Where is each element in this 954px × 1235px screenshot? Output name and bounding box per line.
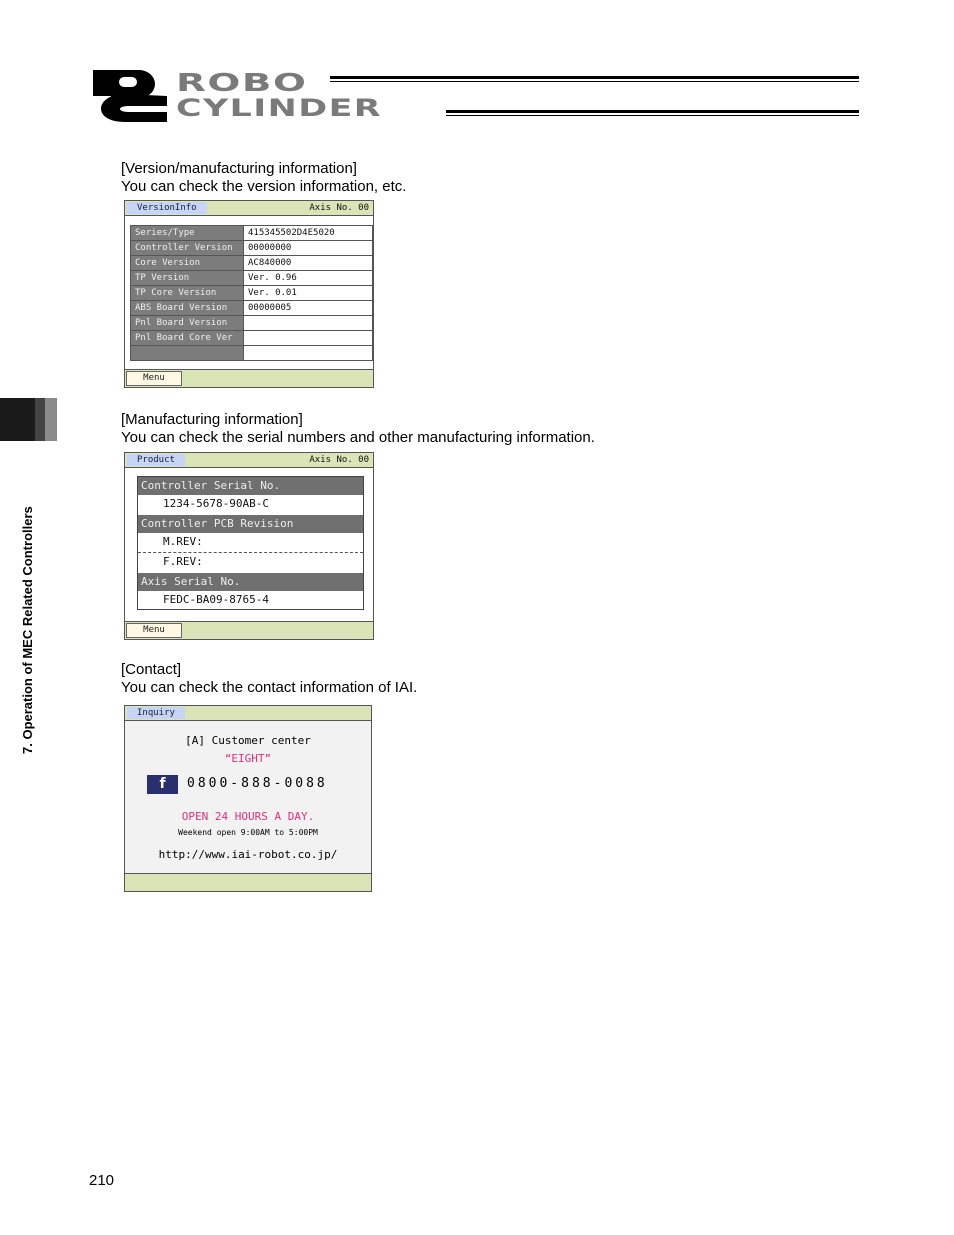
table-row: [131, 256, 373, 271]
menu-button[interactable]: Menu: [126, 623, 182, 638]
table-row: [131, 301, 373, 316]
version-section-title: [Version/manufacturing information]: [121, 160, 357, 177]
inquiry-screen: [124, 705, 372, 892]
weekend-hours-text: Weekend open 9:00AM to 5:00PM: [178, 828, 318, 837]
open-hours-text: OPEN 24 HOURS A DAY.: [181, 810, 315, 823]
row-value: [244, 331, 373, 346]
row-label: Controller Version: [131, 241, 244, 256]
product-section-desc: You can check the serial numbers and other manufacturing information.: [121, 429, 595, 446]
table-row: [131, 241, 373, 256]
axis-serial-value: FEDC-BA09-8765-4: [138, 591, 363, 609]
version-topbar: [125, 201, 373, 216]
table-row: [131, 226, 373, 241]
table-row: [131, 316, 373, 331]
row-label: Core Version: [131, 256, 244, 271]
row-value: [244, 316, 373, 331]
contact-section-desc: You can check the contact information of IAI.: [121, 679, 418, 696]
inquiry-topbar: [125, 706, 371, 721]
table-row: [131, 286, 373, 301]
table-row: [131, 271, 373, 286]
product-section-title: [Manufacturing information]: [121, 411, 303, 428]
row-label: [131, 346, 244, 361]
header-rule-top-thin: [330, 81, 859, 82]
row-value: AC840000: [244, 256, 373, 271]
product-tab[interactable]: Product: [127, 454, 185, 466]
header-rule-bottom-thick: [446, 110, 859, 113]
version-info-screen: [124, 200, 374, 388]
version-tab[interactable]: VersionInfo: [127, 202, 207, 214]
sidebar-tab-gray: [35, 398, 45, 441]
controller-serial-value: 1234-5678-90AB-C: [138, 495, 363, 513]
axis-number: Axis No. 00: [309, 455, 369, 465]
header-rule-top-thick: [330, 76, 859, 79]
inquiry-body: [125, 721, 371, 874]
table-row: [131, 331, 373, 346]
page-number: 210: [89, 1172, 115, 1189]
table-row: [131, 346, 373, 361]
menu-button[interactable]: Menu: [126, 371, 182, 386]
header-rule-bottom-thin: [446, 115, 859, 116]
row-value: 415345502D4E5020: [244, 226, 373, 241]
product-bottombar: [125, 621, 373, 639]
version-bottombar: [125, 369, 373, 387]
customer-center-text: [A] Customer center: [185, 734, 311, 747]
rc-logo: [89, 68, 169, 124]
row-value: 00000000: [244, 241, 373, 256]
row-value: Ver. 0.01: [244, 286, 373, 301]
row-value: [244, 346, 373, 361]
axis-number: Axis No. 00: [309, 203, 369, 213]
controller-serial-label: Controller Serial No.: [138, 477, 363, 495]
product-topbar: [125, 453, 373, 468]
brand-cylinder: CYLINDER: [176, 94, 383, 122]
inquiry-bottombar: [125, 873, 371, 891]
row-label: ABS Board Version: [131, 301, 244, 316]
f-rev-value: F.REV:: [138, 553, 363, 571]
brand-robo: ROBO: [176, 68, 308, 97]
row-value: Ver. 0.96: [244, 271, 373, 286]
m-rev-value: M.REV:: [138, 533, 363, 553]
eight-text: “EIGHT”: [224, 752, 272, 765]
version-table: [130, 225, 373, 361]
phone-number: 0800-888-0088: [187, 776, 328, 791]
contact-section-title: [Contact]: [121, 661, 182, 678]
sidebar-tab-light: [45, 398, 57, 441]
row-value: 00000005: [244, 301, 373, 316]
pcb-revision-label: Controller PCB Revision: [138, 515, 363, 533]
url-text[interactable]: http://www.iai-robot.co.jp/: [158, 848, 338, 861]
row-label: TP Version: [131, 271, 244, 286]
row-label: Pnl Board Core Ver: [131, 331, 244, 346]
inquiry-tab[interactable]: Inquiry: [127, 707, 185, 719]
product-info-box: [137, 476, 364, 610]
row-label: Pnl Board Version: [131, 316, 244, 331]
axis-serial-label: Axis Serial No.: [138, 573, 363, 591]
row-label: TP Core Version: [131, 286, 244, 301]
chapter-label: 7. Operation of MEC Related Controllers: [20, 506, 35, 754]
version-section-desc: You can check the version information, etc.: [121, 178, 407, 195]
freedial-icon: f: [147, 775, 178, 794]
row-label: Series/Type: [131, 226, 244, 241]
product-screen: [124, 452, 374, 640]
